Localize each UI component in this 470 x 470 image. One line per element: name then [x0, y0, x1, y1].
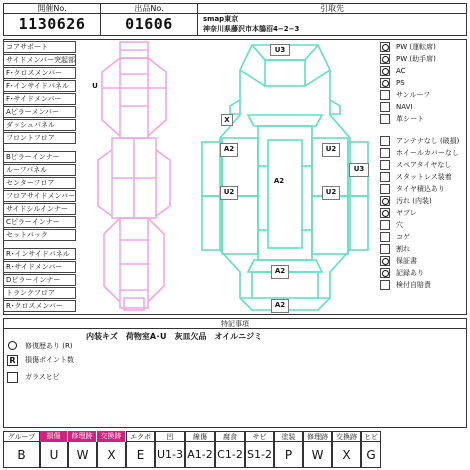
- option-label: PS: [396, 79, 405, 87]
- option-checkbox[interactable]: [380, 244, 390, 254]
- option-checkbox[interactable]: [380, 172, 390, 182]
- pickup-address: 神奈川県藤沢市本鵠沼4−2−3: [203, 25, 300, 33]
- pickup-company: smap東京: [203, 15, 239, 23]
- grade-value: P: [274, 442, 303, 468]
- grade-header: エクボ: [126, 431, 155, 442]
- option-checkbox[interactable]: [380, 232, 390, 242]
- option-checkbox[interactable]: [380, 184, 390, 194]
- option-label: ヤブレ: [396, 209, 417, 217]
- listing-no-label: 出品No.: [101, 4, 197, 14]
- option-checkbox[interactable]: [380, 102, 390, 112]
- left-item: サイドメンバー突起部: [3, 54, 76, 66]
- option-label: 革シート: [396, 115, 424, 123]
- grade-value: C1-2: [215, 442, 245, 468]
- left-item: セットバック: [3, 229, 76, 241]
- option-checkbox[interactable]: [380, 54, 390, 64]
- damage-mark: A2: [271, 299, 289, 313]
- left-item: フロアサイドメンバー: [3, 190, 76, 202]
- grade-header: サビ: [245, 431, 274, 442]
- option-label: 汚れ (内装): [396, 197, 432, 205]
- circle-mark-icon: [382, 68, 389, 75]
- left-item: F･インサイドパネル: [3, 80, 76, 92]
- grade-value: S1-2: [245, 442, 274, 468]
- left-item: ダッシュパネル: [3, 119, 76, 131]
- option-checkbox[interactable]: [380, 220, 390, 230]
- option-label: PW (運転席): [396, 43, 436, 51]
- circle-mark-icon: [8, 341, 17, 350]
- grade-value: E: [126, 442, 155, 468]
- left-item: Bピラーインナー: [3, 151, 76, 163]
- circle-mark-icon: [382, 56, 389, 63]
- legend-label: 損傷ポイント数: [25, 356, 74, 364]
- grade-header: 交換跡: [332, 431, 361, 442]
- damage-mark: A2: [271, 265, 289, 279]
- left-item: Cピラーインナー: [3, 216, 76, 228]
- notes-text: 内装キズ 荷物室A･U 灰皿欠品 オイルニジミ: [86, 332, 263, 341]
- grade-header: 塗装: [274, 431, 303, 442]
- auction-no-value: 1130626: [18, 15, 86, 33]
- auction-no-label: 開催No.: [4, 4, 100, 14]
- option-label: スペアタイヤなし: [396, 161, 452, 169]
- option-label: 穴: [396, 221, 403, 229]
- grade-header: ヒビ: [361, 431, 381, 442]
- legend-symbol: R: [7, 355, 18, 366]
- option-checkbox[interactable]: [380, 268, 390, 278]
- damage-mark: U: [90, 81, 100, 91]
- left-item: ルーフパネル: [3, 164, 76, 176]
- option-checkbox[interactable]: [380, 148, 390, 158]
- option-checkbox[interactable]: [380, 136, 390, 146]
- option-label: スタットレス装着: [396, 173, 452, 181]
- option-label: コゲ: [396, 233, 410, 241]
- left-item: F･サイドメンバー: [3, 93, 76, 105]
- option-checkbox[interactable]: [380, 256, 390, 266]
- grade-header: グループ: [3, 431, 40, 442]
- left-item: Aピラーメンバー: [3, 106, 76, 118]
- grade-header: 凹: [155, 431, 185, 442]
- grade-value: B: [3, 442, 40, 468]
- left-item: F･クロスメンバー: [3, 67, 76, 79]
- legend-symbol: [7, 341, 18, 352]
- legend-symbol: [7, 372, 18, 383]
- option-label: NAVI: [396, 103, 413, 111]
- grade-value: A1-2: [185, 442, 215, 468]
- damage-mark: U2: [220, 186, 238, 200]
- left-item: R･インサイドパネル: [3, 248, 76, 260]
- legend-label: 修復歴あり (R): [25, 342, 73, 350]
- damage-mark: U3: [270, 44, 290, 56]
- grade-value: G: [361, 442, 381, 468]
- legend-label: ガラスヒビ: [25, 373, 60, 381]
- option-label: アンテナなし (破損): [396, 137, 460, 145]
- option-label: 保証書: [396, 257, 417, 265]
- damage-mark: U3: [349, 163, 369, 177]
- left-item: サイドシルインナー: [3, 203, 76, 215]
- option-checkbox[interactable]: [380, 90, 390, 100]
- option-checkbox[interactable]: [380, 66, 390, 76]
- damage-mark: A2: [270, 176, 288, 190]
- damage-mark: U2: [322, 143, 340, 157]
- pickup-label: 引取先: [198, 4, 466, 14]
- grade-value: W: [68, 442, 97, 468]
- left-item: Dピラーインナー: [3, 274, 76, 286]
- option-label: サンルーフ: [396, 91, 431, 99]
- option-checkbox[interactable]: [380, 160, 390, 170]
- grade-value: U: [40, 442, 68, 468]
- grade-header: 修理跡: [303, 431, 332, 442]
- damage-mark: A2: [220, 143, 238, 157]
- grade-value: U1-3: [155, 442, 185, 468]
- grade-header: 損傷: [40, 431, 68, 442]
- option-label: 割れ: [396, 245, 410, 253]
- circle-mark-icon: [382, 44, 389, 51]
- circle-mark-icon: [382, 270, 389, 277]
- option-checkbox[interactable]: [380, 196, 390, 206]
- circle-mark-icon: [382, 258, 389, 265]
- notes-title: 特記事項: [221, 320, 249, 328]
- left-item: トランクフロア: [3, 287, 76, 299]
- circle-mark-icon: [382, 80, 389, 87]
- grade-value: W: [303, 442, 332, 468]
- option-label: ホイールカバーなし: [396, 149, 459, 157]
- damage-mark: U2: [322, 186, 340, 200]
- grade-header: 腐食: [215, 431, 245, 442]
- left-item: R･サイドメンバー: [3, 261, 76, 273]
- option-checkbox[interactable]: [380, 114, 390, 124]
- left-item: センターフロア: [3, 177, 76, 189]
- grade-value: X: [97, 442, 126, 468]
- damage-mark: X: [221, 114, 233, 126]
- circle-mark-icon: [382, 198, 389, 205]
- listing-no-value: 01606: [125, 15, 173, 33]
- option-checkbox[interactable]: [380, 78, 390, 88]
- option-checkbox[interactable]: [380, 208, 390, 218]
- option-label: 記録あり: [396, 269, 424, 277]
- option-checkbox[interactable]: [380, 280, 390, 290]
- option-checkbox[interactable]: [380, 42, 390, 52]
- left-item: コアサポート: [3, 41, 76, 53]
- option-label: PW (助手席): [396, 55, 436, 63]
- grade-header: 修理跡: [68, 431, 97, 442]
- grade-value: X: [332, 442, 361, 468]
- option-label: 検付自賠責: [396, 281, 431, 289]
- left-item: R･クロスメンバー: [3, 300, 76, 312]
- circle-mark-icon: [382, 210, 389, 217]
- left-item: フロントフロア: [3, 132, 76, 144]
- option-label: タイヤ積込あり: [396, 185, 445, 193]
- grade-header: 交換跡: [97, 431, 126, 442]
- option-label: AC: [396, 67, 406, 75]
- grade-header: 線傷: [185, 431, 215, 442]
